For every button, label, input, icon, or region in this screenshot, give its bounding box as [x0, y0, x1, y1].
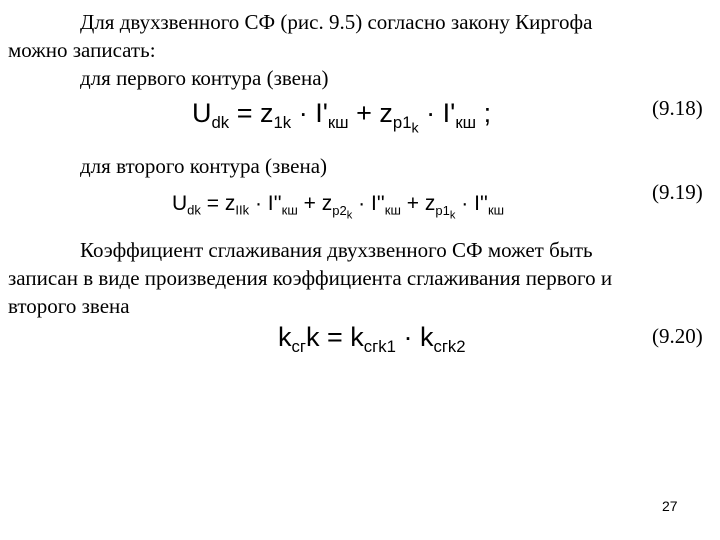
equation-9-20: $k_{сг}k = k_{сгk1} \cdot k_{сгk2}$: [278, 322, 466, 356]
second-contour-label: для второго контура (звена): [80, 154, 328, 178]
equation-number-9-18: (9.18): [652, 96, 703, 120]
paragraph-1-line-1: Для двухзвенного СФ (рис. 9.5) согласно закону Киргофа: [80, 10, 593, 34]
paragraph-2-line-2: записан в виде произведения коэффициента сглаживания первого и: [8, 266, 613, 290]
equation-9-18: $U_{dk} = z_{1k} \cdot I'_{кш} + z_{p1_k} \cdot I'_{кш}$ ;: [192, 98, 492, 137]
equation-number-9-20: (9.20): [652, 324, 703, 348]
paragraph-2-line-1: Коэффициент сглаживания двухзвенного СФ может быть: [80, 238, 593, 262]
paragraph-2-line-3: второго звена: [8, 294, 130, 318]
paragraph-1-line-2: можно записать:: [8, 38, 156, 62]
equation-9-19: $U_{dk} = z_{IIk} \cdot I''_{кш} + z_{p2_k} \cdot I''_{кш} + z_{p1_k} \cdot I''_{кш}$: [172, 192, 505, 221]
equation-number-9-19: (9.19): [652, 180, 703, 204]
page-number: 27: [662, 498, 678, 514]
first-contour-label: для первого контура (звена): [80, 66, 329, 90]
